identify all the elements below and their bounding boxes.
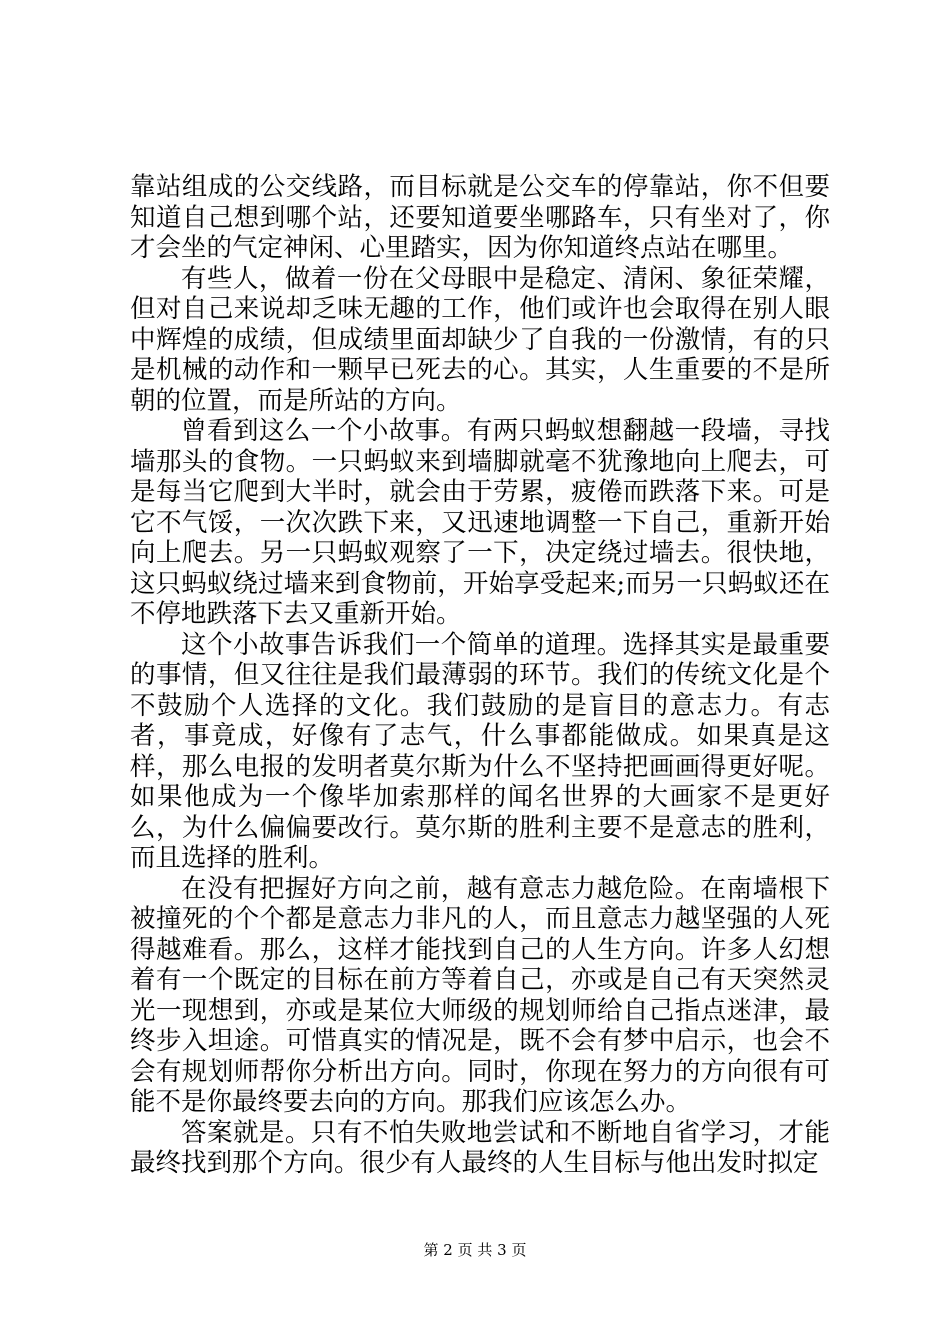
paragraph-2: 有些人，做着一份在父母眼中是稳定、清闲、象征荣耀，但对自己来说却乏味无趣的工作，他们或许也会取得在别人眼中辉煌的成绩，但成绩里面却缺少了自我的一份激情，有的只是机械的动作和一颗早已死去的心。其实，人生重要的不是所朝的位置，而是所站的方向。	[130, 263, 830, 416]
paragraph-6: 答案就是。只有不怕失败地尝试和不断地自省学习，才能最终找到那个方向。很少有人最终的人生目标与他出发时拟定	[130, 1117, 830, 1178]
paragraph-3: 曾看到这么一个小故事。有两只蚂蚁想翻越一段墙，寻找墙那头的食物。一只蚂蚁来到墙脚就毫不犹豫地向上爬去，可是每当它爬到大半时，就会由于劳累，疲倦而跌落下来。可是它不气馁，一次次跌下来，又迅速地调整一下自己，重新开始向上爬去。另一只蚂蚁观察了一下，决定绕过墙去。很快地，这只蚂蚁绕过墙来到食物前，开始享受起来;而另一只蚂蚁还在不停地跌落下去又重新开始。	[130, 416, 830, 629]
page-footer	[0, 1240, 950, 1260]
document-body	[130, 172, 830, 1179]
paragraph-5: 在没有把握好方向之前，越有意志力越危险。在南墙根下被撞死的个个都是意志力非凡的人，而且意志力越坚强的人死得越难看。那么，这样才能找到自己的人生方向。许多人幻想着有一个既定的目标在前方等着自己，亦或是自己有天突然灵光一现想到，亦或是某位大师级的规划师给自己指点迷津，最终步入坦途。可惜真实的情况是，既不会有梦中启示，也会不会有规划师帮你分析出方向。同时，你现在努力的方向很有可能不是你最终要去向的方向。那我们应该怎么办。	[130, 873, 830, 1117]
paragraph-1: 靠站组成的公交线路，而目标就是公交车的停靠站，你不但要知道自己想到哪个站，还要知道要坐哪路车，只有坐对了，你才会坐的气定神闲、心里踏实，因为你知道终点站在哪里。	[130, 172, 830, 263]
paragraph-4: 这个小故事告诉我们一个简单的道理。选择其实是最重要的事情，但又往往是我们最薄弱的环节。我们的传统文化是个不鼓励个人选择的文化。我们鼓励的是盲目的意志力。有志者，事竟成，好像有了志气，什么事都能做成。如果真是这样，那么电报的发明者莫尔斯为什么不坚持把画画得更好呢。如果他成为一个像毕加索那样的闻名世界的大画家不是更好么，为什么偏偏要改行。莫尔斯的胜利主要不是意志的胜利，而且选择的胜利。	[130, 629, 830, 873]
page-number-label: 第 2 页 共 3 页	[423, 1241, 527, 1259]
